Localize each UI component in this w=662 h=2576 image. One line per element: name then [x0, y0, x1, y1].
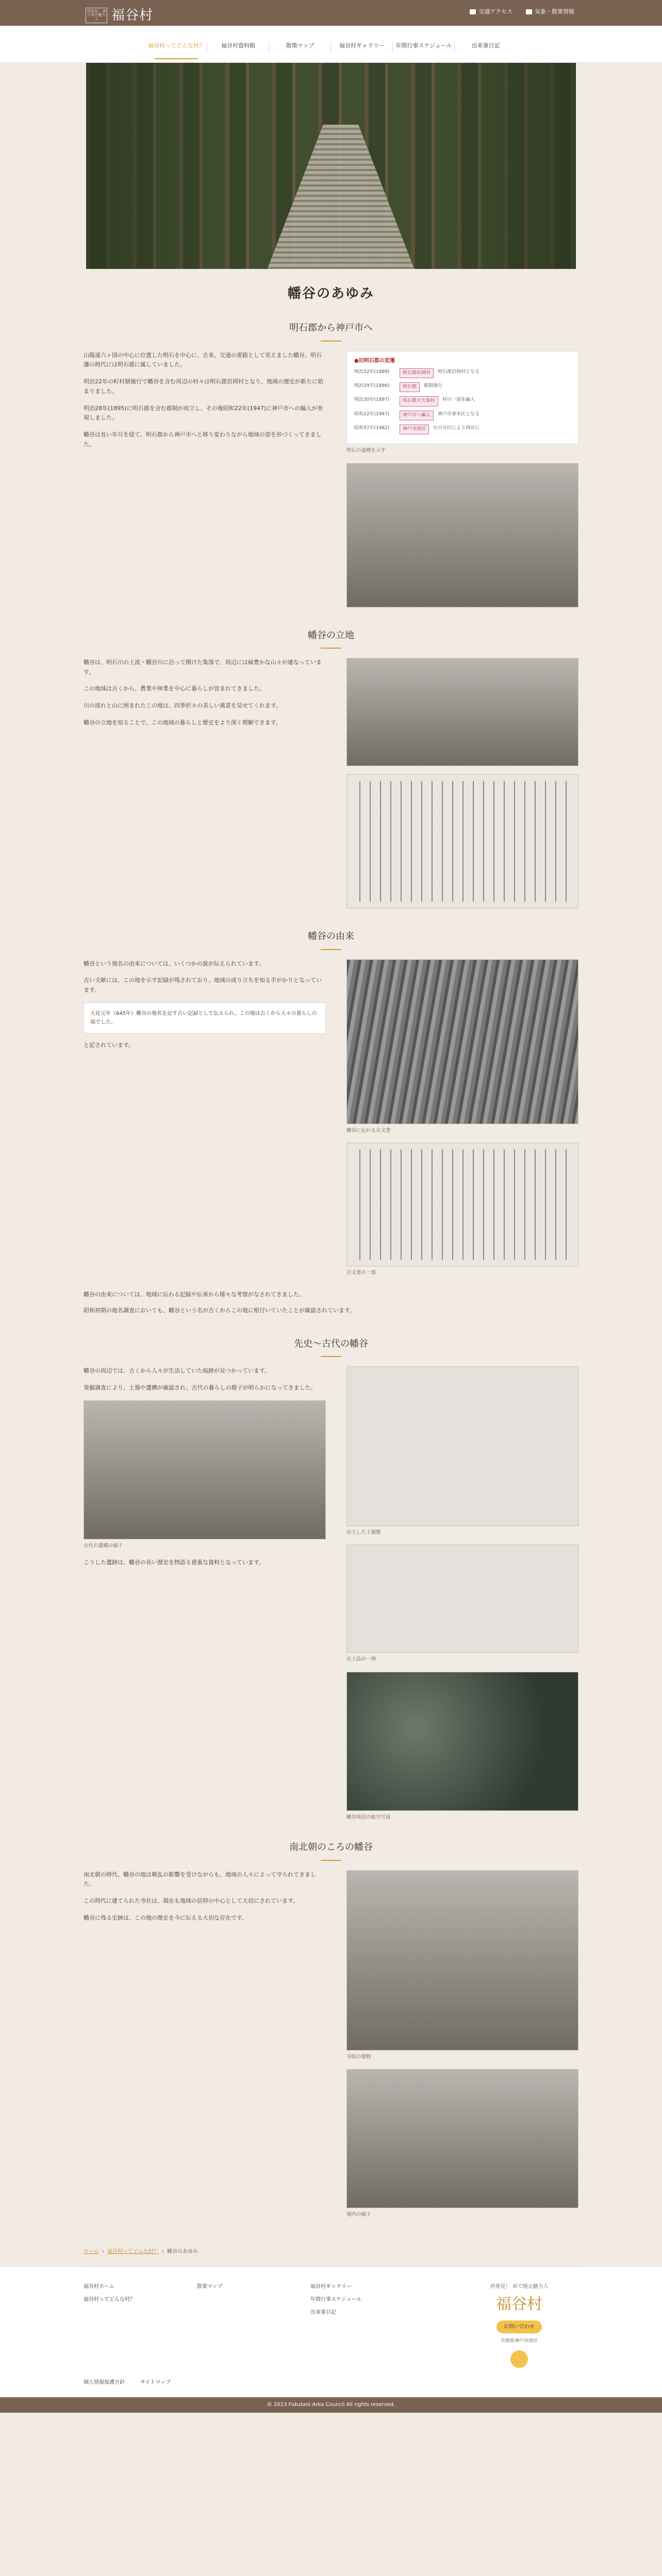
section-title-akashi: 明石郡から神戸市へ — [84, 320, 578, 342]
timeline-chart — [346, 351, 578, 444]
section-text — [84, 959, 326, 1285]
timeline-date: 明治30年(1897) — [354, 397, 390, 403]
footer-link[interactable]: 出来事日記 — [310, 2310, 336, 2316]
section-text — [84, 1870, 326, 2227]
footer-column — [197, 2282, 295, 2368]
road-sign-photo — [346, 463, 578, 607]
timeline-date: 昭和22年(1947) — [354, 411, 390, 417]
access-link[interactable]: 交通アクセス — [470, 7, 512, 17]
timeline-note: 明石郡岩岡村となる — [438, 369, 480, 375]
nav-diary[interactable]: 出来事日記 — [471, 42, 500, 49]
wide-text — [84, 1290, 578, 1315]
hero-image — [86, 63, 576, 269]
section-ancient — [84, 1366, 578, 1829]
timeline-box: 明石郡岩岡村 — [400, 368, 434, 378]
timeline-box: 明石郡大久保村 — [400, 396, 438, 406]
timeline-note: 村の一部を編入 — [442, 397, 475, 403]
paragraph: 山陽道六ヶ国の中心に位置した明石を中心に、古来、交通の要路として栄えました幡谷。明石藩の時代には明石郡に属していました。 — [84, 351, 322, 368]
footer-link[interactable]: 散策マップ — [197, 2284, 223, 2290]
paragraph: この地域は古くから、農業や林業を中心に暮らしが営まれてきました。 — [84, 685, 265, 692]
image-caption: 幡谷に伝わる古文書 — [346, 1127, 391, 1133]
paragraph: こうした遺跡は、幡谷の長い歴史を物語る貴重な資料となっています。 — [84, 1558, 265, 1566]
section-text — [84, 1366, 326, 1829]
weather-link[interactable]: 気象・散策情報 — [526, 7, 574, 17]
top-links — [470, 7, 574, 17]
section-title-ancient: 先史〜古代の幡谷 — [84, 1336, 578, 1358]
paragraph: この時代に建てられた寺社は、現在も地域の信仰の中心として大切にされています。 — [84, 1897, 299, 1904]
timeline-row — [354, 411, 571, 420]
image-caption: 出土品の一例 — [346, 1656, 376, 1663]
section-text — [84, 351, 326, 607]
footer-bottom-links — [84, 2378, 578, 2387]
section-nanboku — [84, 1870, 578, 2227]
paragraph: 幡谷に残る史跡は、この地の歴史を今に伝える大切な存在です。 — [84, 1914, 248, 1921]
logo-text: 福谷村 — [111, 8, 154, 23]
footer — [0, 2267, 662, 2397]
paragraph: 幡谷は長い年月を経て、明石郡から神戸市へと移り変わりながら地域の姿を形づくってきました。 — [84, 431, 322, 448]
section-origin — [84, 959, 578, 1285]
breadcrumb-home[interactable]: ホーム — [84, 2249, 99, 2255]
timeline-row — [354, 368, 571, 378]
logo-mark: 再発見！ 車で地元魅力人 — [86, 8, 107, 23]
document-icon — [526, 9, 532, 14]
top-bar — [0, 0, 662, 26]
timeline-row — [354, 425, 571, 434]
breadcrumb-separator: › — [102, 2249, 104, 2255]
section-location — [84, 658, 578, 908]
paragraph: と記されています。 — [84, 1041, 135, 1048]
breadcrumb-separator: › — [162, 2249, 164, 2255]
site-logo[interactable] — [86, 4, 153, 27]
paragraph: 幡谷という地名の由来については、いくつかの説が伝えられています。 — [84, 960, 264, 967]
timeline-date: 昭和57年(1982) — [354, 425, 390, 431]
brand-tagline: 再発見！ 車で地元魅力人 — [490, 2284, 549, 2290]
privacy-link[interactable]: 個人情報保護方針 — [84, 2380, 125, 2386]
forest-photo — [346, 959, 578, 1124]
section-images — [346, 1870, 578, 2227]
image-caption: 明石の道標を示す — [346, 448, 386, 454]
section-title-origin: 幡谷の由来 — [84, 929, 578, 950]
paragraph: 古い文献には、この地を示す記録が残されており、地域の成り立ちを知る手がかりとなっています。 — [84, 977, 322, 994]
footer-column — [310, 2282, 408, 2368]
timeline-box: 明石郡 — [400, 382, 420, 392]
artifacts-photo — [346, 1545, 578, 1653]
timeline-note: 神戸市垂水区となる — [438, 411, 480, 417]
footer-links — [84, 2282, 578, 2368]
image-caption: 古文書の一部 — [346, 1269, 376, 1276]
timeline-row — [354, 396, 571, 406]
section-images — [346, 1366, 578, 1829]
image-caption: 古代の遺構の様子 — [84, 1543, 123, 1549]
section-akashi — [84, 351, 578, 607]
timeline-box: 神戸市へ編入 — [400, 411, 434, 420]
sitemap-link[interactable]: サイトマップ — [140, 2380, 171, 2386]
nav-gallery[interactable]: 福谷村ギャラリー — [331, 37, 393, 51]
paragraph: 幡谷は、明石川の上流・幡谷川に沿って開けた集落で、周辺には緑豊かな山々が連なっています。 — [84, 659, 322, 675]
timeline-title: ●旧明石郡の変遷 — [354, 358, 395, 364]
quote-box: 大化元年（645年）幡谷の地名を記す古い記録として伝えられ、この地は古くから人々の暮らしの場でした。 — [84, 1003, 326, 1033]
footer-column — [84, 2282, 181, 2368]
main-nav — [0, 26, 662, 63]
manuscript-photo — [346, 1143, 578, 1266]
section-title-nanboku: 南北朝のころの幡谷 — [84, 1840, 578, 1861]
river-photo — [346, 658, 578, 766]
nav-museum[interactable]: 福谷村資料館 — [207, 37, 269, 51]
copyright: © 2023 Fukutani Area Council All rights reserved. — [0, 2397, 662, 2413]
nav-map[interactable]: 散策マップ — [269, 37, 331, 51]
timeline-row — [354, 382, 571, 392]
breadcrumb-about[interactable]: 福谷村ってどんな村？ — [107, 2249, 159, 2255]
temple-photo — [346, 1870, 578, 2050]
nav-about[interactable]: 福谷村ってどんな村？ — [145, 37, 207, 51]
footer-brand — [460, 2282, 578, 2368]
paragraph: 発掘調査により、土器や遺構が確認され、古代の暮らしの様子が明らかになってきました。 — [84, 1384, 317, 1391]
breadcrumb-current: 幡谷のあゆみ — [167, 2249, 198, 2255]
footer-link[interactable]: 年間行事スケジュール — [310, 2297, 362, 2303]
brand-address: 兵庫県神戸市西区 — [500, 2338, 538, 2344]
timeline-date: 明治22年(1889) — [354, 369, 390, 375]
timeline-note: 区の分区により西区に — [433, 425, 480, 431]
contact-button[interactable]: お問い合わせ — [496, 2320, 542, 2333]
image-caption: 出土した土器類 — [346, 1530, 381, 1536]
page-title: 幡谷のあゆみ — [287, 286, 374, 301]
section-text — [84, 658, 326, 908]
section-images — [346, 658, 578, 908]
temple-grounds-photo — [346, 2069, 578, 2208]
paragraph: 南北朝の時代、幡谷の地は戦乱の影響を受けながらも、地域の人々によって守られてきました。 — [84, 1871, 316, 1888]
footer-link[interactable]: 福谷村ってどんな村？ — [84, 2297, 135, 2303]
paragraph: 幡谷の周辺では、古くから人々が生活していた痕跡が見つかっています。 — [84, 1367, 271, 1375]
footer-link[interactable]: 福谷村ギャラリー — [310, 2284, 352, 2290]
timeline-box: 神戸市西区 — [400, 425, 429, 434]
brand-name: 福谷村 — [496, 2295, 542, 2314]
paragraph: 明治22年の町村制施行で幡谷を含む周辺の村々は明石郡岩岡村となり、地域の歴史が新たに始まりました。 — [84, 378, 323, 395]
section-images — [346, 351, 578, 607]
paragraph: 昭和初期の地名調査においても、幡谷という名が古くからこの地に根付いていたことが確認されています。 — [84, 1307, 356, 1314]
car-icon — [470, 9, 476, 14]
mascot-icon — [510, 2350, 528, 2368]
nav-events[interactable]: 年間行事スケジュール — [393, 37, 455, 51]
document-photo — [346, 774, 578, 908]
image-caption: 寺院の建物 — [346, 2054, 371, 2060]
aerial-photo — [346, 1672, 578, 1811]
paragraph: 幡谷の由来については、地域に伝わる記録や伝承から様々な考察がなされてきました。 — [84, 1291, 305, 1298]
pottery-photo — [346, 1366, 578, 1526]
paragraph: 川の流れと山に囲まれたこの地は、四季折々の美しい風景を見せてくれます。 — [84, 702, 282, 709]
paragraph: 明治28年(1895)に明石郡を含む郡制が成立し、その後昭和22年(1947)に神戸市への編入が実現しました。 — [84, 404, 323, 421]
image-caption: 境内の様子 — [346, 2211, 371, 2217]
image-caption: 幡谷周辺の航空写真 — [346, 1814, 391, 1820]
timeline-note: 郡制施行 — [424, 383, 443, 389]
breadcrumb — [84, 2247, 578, 2267]
section-images — [346, 959, 578, 1285]
ruins-photo — [84, 1400, 326, 1539]
hero-stairs — [268, 125, 415, 269]
paragraph: 幡谷の立地を知ることで、この地域の暮らしと歴史をより深く理解できます。 — [84, 719, 282, 726]
timeline-date: 明治29年(1896) — [354, 383, 390, 389]
footer-link[interactable]: 福谷村ホーム — [84, 2284, 114, 2290]
section-title-location: 幡谷の立地 — [84, 628, 578, 649]
